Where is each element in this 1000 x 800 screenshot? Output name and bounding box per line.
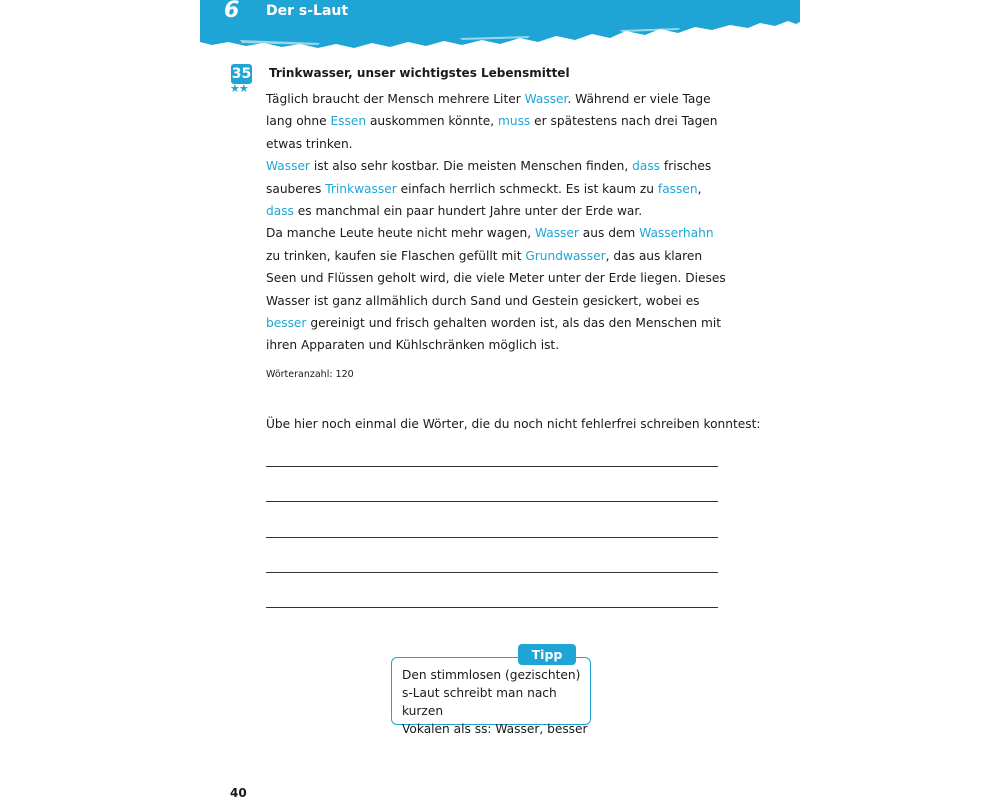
writing-line[interactable]	[266, 607, 718, 608]
text-segment: ist also sehr kostbar. Die meisten Menschen finden,	[309, 159, 633, 174]
text-segment: ,	[697, 181, 702, 196]
page-number: 40	[230, 786, 247, 800]
text-paragraph	[266, 222, 726, 356]
writing-line[interactable]	[266, 501, 718, 502]
dictation-text	[266, 88, 726, 357]
highlighted-word: Wasser	[534, 226, 579, 241]
text-segment: auskommen könnte,	[366, 114, 498, 129]
text-segment: frisches sauberes	[266, 159, 712, 196]
exercise-title: Trinkwasser, unser wichtigstes Lebensmittel	[269, 66, 570, 80]
exercise-number-badge: 35	[231, 66, 252, 82]
highlighted-word: Wasser	[266, 159, 310, 174]
writing-line[interactable]	[266, 466, 718, 467]
highlighted-word: Wasser	[524, 92, 568, 106]
text-segment: aus dem	[578, 226, 640, 241]
highlighted-word: Wasserhahn	[639, 226, 714, 241]
tip-line: Den stimmlosen (gezischten)	[402, 668, 581, 682]
tip-line: s-Laut schreibt man nach kurzen	[402, 686, 557, 718]
writing-line[interactable]	[266, 572, 718, 573]
highlighted-word: fassen	[657, 181, 698, 196]
word-count: Wörteranzahl: 120	[266, 369, 354, 380]
tip-line: Vokalen als ss: Wasser, besser	[402, 722, 588, 736]
highlighted-word: muss	[497, 114, 531, 129]
practice-instruction: Übe hier noch einmal die Wörter, die du noch nicht fehlerfrei schreiben konntest:	[266, 417, 761, 431]
chapter-banner	[200, 0, 800, 60]
text-segment: zu trinken, kaufen sie Flaschen gefüllt mit	[266, 248, 526, 263]
text-segment: einfach herrlich schmeckt. Es ist kaum zu	[396, 181, 658, 196]
text-segment: es manchmal ein paar hundert Jahre unter der Erde war.	[293, 204, 643, 219]
highlighted-word: Trinkwasser	[325, 181, 397, 196]
tip-label: Tipp	[518, 644, 576, 665]
difficulty-stars-icon: ★★	[230, 82, 248, 95]
text-segment: . Während er viele Tage lang ohne	[266, 92, 711, 129]
tip-text	[402, 666, 592, 738]
text-segment: Da manche Leute heute nicht mehr wagen,	[266, 226, 535, 241]
text-paragraph	[266, 155, 726, 222]
highlighted-word: dass	[632, 159, 661, 174]
writing-line[interactable]	[266, 537, 718, 538]
highlighted-word: Grundwasser	[525, 248, 606, 263]
highlighted-word: besser	[266, 316, 307, 331]
text-segment: , das aus klaren Seen und Flüssen geholt wird, die viele Meter unter der Erde liegen. Dieses Wasser ist ganz allmählich durch Sand und Gestein gesickert, wobei es	[266, 248, 726, 308]
highlighted-word: dass	[266, 204, 294, 219]
highlighted-word: Essen	[330, 114, 367, 129]
workbook-page	[200, 0, 800, 800]
text-paragraph	[266, 88, 726, 155]
text-segment: er spätestens nach drei Tagen etwas trinken.	[266, 114, 718, 151]
text-segment: gereinigt und frisch gehalten worden ist, als das den Menschen mit ihren Apparaten und Kühlschränken möglich ist.	[266, 316, 722, 353]
text-segment: Täglich braucht der Mensch mehrere Liter	[266, 92, 525, 106]
chapter-title: Der s-Laut	[266, 3, 349, 19]
chapter-number: 6	[224, 0, 240, 23]
